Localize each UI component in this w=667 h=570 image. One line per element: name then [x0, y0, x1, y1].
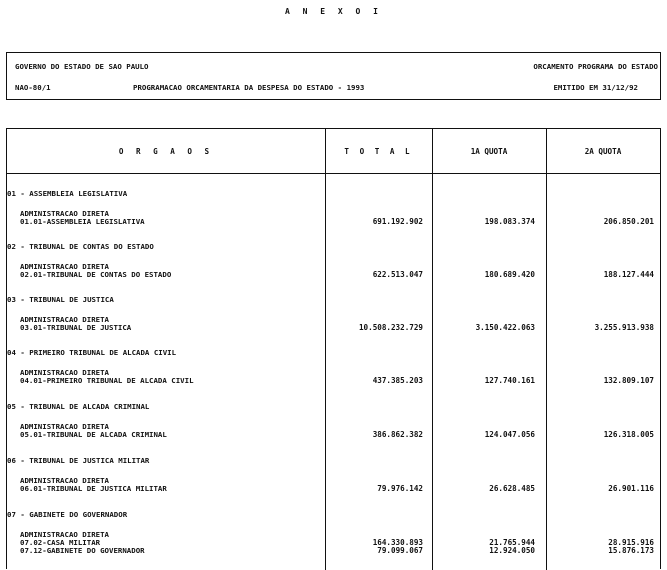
table-row [7, 510, 660, 570]
table-row [7, 402, 660, 455]
quota-2-value: 3.255.913.938 [594, 323, 654, 332]
unit-name: 03.01-TRIBUNAL DE JUSTICA [20, 323, 132, 332]
report-header [6, 52, 661, 100]
budget-table [6, 128, 661, 569]
quota-2-value: 28.915.916 [608, 538, 654, 547]
organ-name: 07 - GABINETE DO GOVERNADOR [7, 510, 128, 519]
col-header-quota-2: 2A QUOTA [584, 147, 622, 156]
table-row [7, 242, 660, 295]
budget-program-label: ORCAMENTO PROGRAMA DO ESTADO [533, 62, 658, 71]
administration-type: ADMINISTRACAO DIRETA [20, 209, 109, 218]
unit-name: 07.02-CASA MILITAR [20, 538, 101, 547]
administration-type: ADMINISTRACAO DIRETA [20, 262, 109, 271]
organ-name: 02 - TRIBUNAL DE CONTAS DO ESTADO [7, 242, 154, 251]
government-name: GOVERNO DO ESTADO DE SAO PAULO [15, 62, 149, 71]
quota-1-value: 26.628.485 [489, 484, 535, 493]
quota-2-value: 188.127.444 [603, 270, 654, 279]
quota-1-value: 180.689.420 [484, 270, 535, 279]
table-header [7, 129, 660, 174]
quota-1-value: 198.083.374 [484, 217, 535, 226]
table-row [7, 456, 660, 509]
quota-2-value: 132.809.107 [603, 376, 654, 385]
table-row [7, 348, 660, 401]
quota-2-value: 26.901.116 [608, 484, 654, 493]
administration-type: ADMINISTRACAO DIRETA [20, 422, 109, 431]
report-title: PROGRAMACAO ORCAMENTARIA DA DESPESA DO ESTADO - 1993 [133, 83, 365, 92]
quota-1-value: 124.047.056 [484, 430, 535, 439]
col-header-quota-1: 1A QUOTA [470, 147, 508, 156]
unit-name: 04.01-PRIMEIRO TRIBUNAL DE ALCADA CIVIL [20, 376, 194, 385]
total-value: 622.513.047 [372, 270, 423, 279]
unit-name: 01.01-ASSEMBLEIA LEGISLATIVA [20, 217, 145, 226]
report-code: NAO-80/1 [15, 83, 51, 92]
unit-name: 06.01-TRIBUNAL DE JUSTICA MILITAR [20, 484, 167, 493]
total-value: 79.976.142 [377, 484, 423, 493]
total-value: 79.099.067 [377, 546, 423, 555]
quota-1-value: 3.150.422.063 [475, 323, 535, 332]
total-value: 10.508.232.729 [358, 323, 423, 332]
administration-type: ADMINISTRACAO DIRETA [20, 476, 109, 485]
quota-2-value: 15.876.173 [608, 546, 654, 555]
table-row [7, 189, 660, 242]
administration-type: ADMINISTRACAO DIRETA [20, 530, 109, 539]
unit-name: 05.01-TRIBUNAL DE ALCADA CRIMINAL [20, 430, 167, 439]
administration-type: ADMINISTRACAO DIRETA [20, 368, 109, 377]
total-value: 691.192.902 [372, 217, 423, 226]
quota-1-value: 127.740.161 [484, 376, 535, 385]
organ-name: 05 - TRIBUNAL DE ALCADA CRIMINAL [7, 402, 150, 411]
organ-name: 06 - TRIBUNAL DE JUSTICA MILITAR [7, 456, 150, 465]
table-row [7, 295, 660, 348]
total-value: 437.385.203 [372, 376, 423, 385]
col-header-orgaos: O R G A O S [118, 147, 214, 156]
unit-name: 02.01-TRIBUNAL DE CONTAS DO ESTADO [20, 270, 172, 279]
organ-name: 04 - PRIMEIRO TRIBUNAL DE ALCADA CIVIL [7, 348, 177, 357]
quota-2-value: 206.850.201 [603, 217, 654, 226]
issue-date: EMITIDO EM 31/12/92 [553, 83, 638, 92]
unit-name: 07.12-GABINETE DO GOVERNADOR [20, 546, 145, 555]
quota-1-value: 21.765.944 [489, 538, 535, 547]
col-header-total: T O T A L [344, 147, 413, 156]
organ-name: 03 - TRIBUNAL DE JUSTICA [7, 295, 114, 304]
organ-name: 01 - ASSEMBLEIA LEGISLATIVA [7, 189, 128, 198]
page-title: A N E X O I [285, 7, 382, 16]
administration-type: ADMINISTRACAO DIRETA [20, 315, 109, 324]
total-value: 386.862.382 [372, 430, 423, 439]
total-value: 164.330.893 [372, 538, 423, 547]
quota-1-value: 12.924.050 [489, 546, 535, 555]
quota-2-value: 126.318.005 [603, 430, 654, 439]
